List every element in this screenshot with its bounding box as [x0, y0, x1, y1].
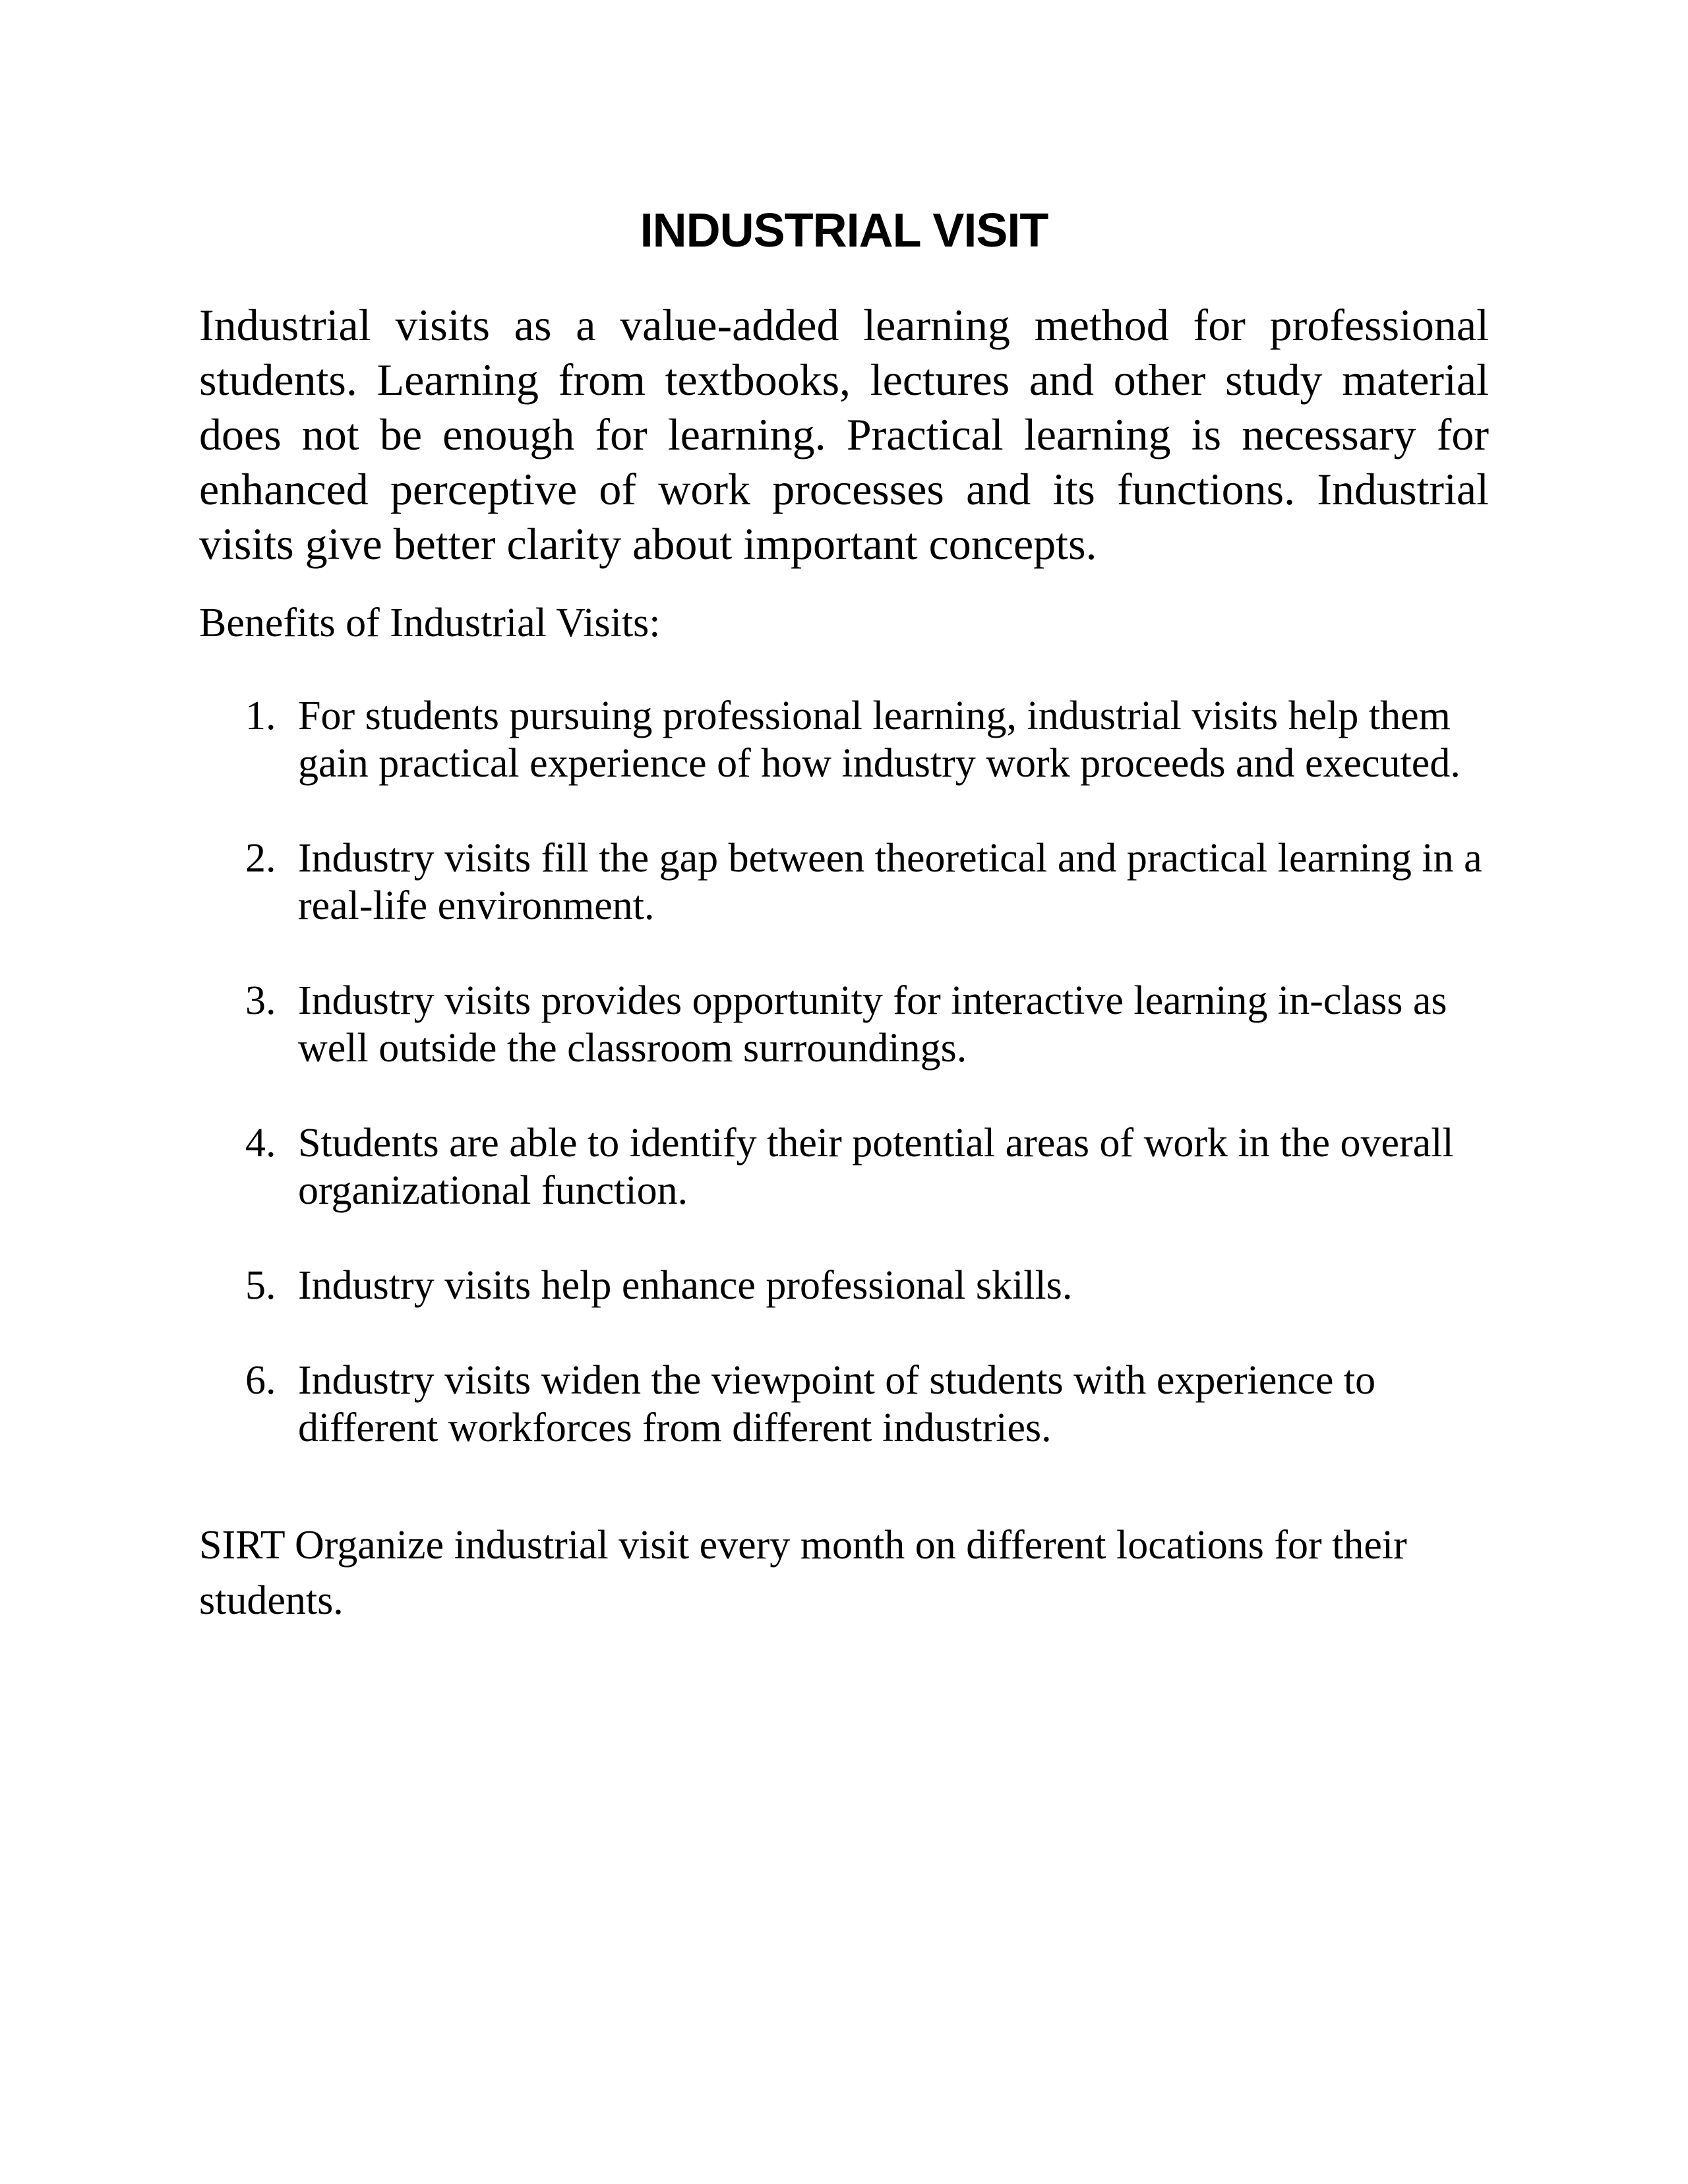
list-item — [199, 835, 1489, 930]
list-item-text: Students are able to identify their potential areas of work in the overall organizational function. — [298, 1121, 1454, 1213]
list-item-number: 2. — [245, 836, 276, 881]
list-item-text: Industry visits help enhance professional skills. — [298, 1263, 1073, 1308]
page-title: INDUSTRIAL VISIT — [640, 204, 1048, 257]
list-item-text: For students pursuing professional learning, industrial visits help them gain practical experience of how industry work proceeds and executed. — [298, 694, 1461, 786]
benefits-heading: Benefits of Industrial Visits: — [199, 601, 661, 645]
list-item — [199, 1119, 1489, 1214]
benefits-list — [199, 692, 1489, 1499]
list-item — [199, 1357, 1489, 1452]
list-item — [199, 977, 1489, 1072]
list-item-text: Industry visits fill the gap between theoretical and practical learning in a real-life environment. — [298, 836, 1482, 928]
list-item-text: Industry visits provides opportunity for interactive learning in-class as well outside the classroom surroundings. — [298, 978, 1447, 1071]
list-item — [199, 1262, 1489, 1309]
closing-paragraph: SIRT Organize industrial visit every month on different locations for their students. — [199, 1523, 1407, 1623]
list-item — [199, 692, 1489, 787]
list-item-text: Industry visits widen the viewpoint of students with experience to different workforces from different industries. — [298, 1358, 1376, 1450]
intro-paragraph: Industrial visits as a value-added learning method for professional students. Learning from textbooks, lectures and other study material does not be enough for learning. Practical learning is necessary for enhanced perceptive of work processes and its functions. Industrial visits give better clarity about important concepts. — [199, 300, 1489, 569]
list-item-number: 5. — [245, 1263, 276, 1308]
list-item-number: 4. — [245, 1121, 276, 1166]
list-item-number: 3. — [245, 978, 276, 1023]
list-item-number: 6. — [245, 1358, 276, 1403]
list-item-number: 1. — [245, 694, 276, 738]
